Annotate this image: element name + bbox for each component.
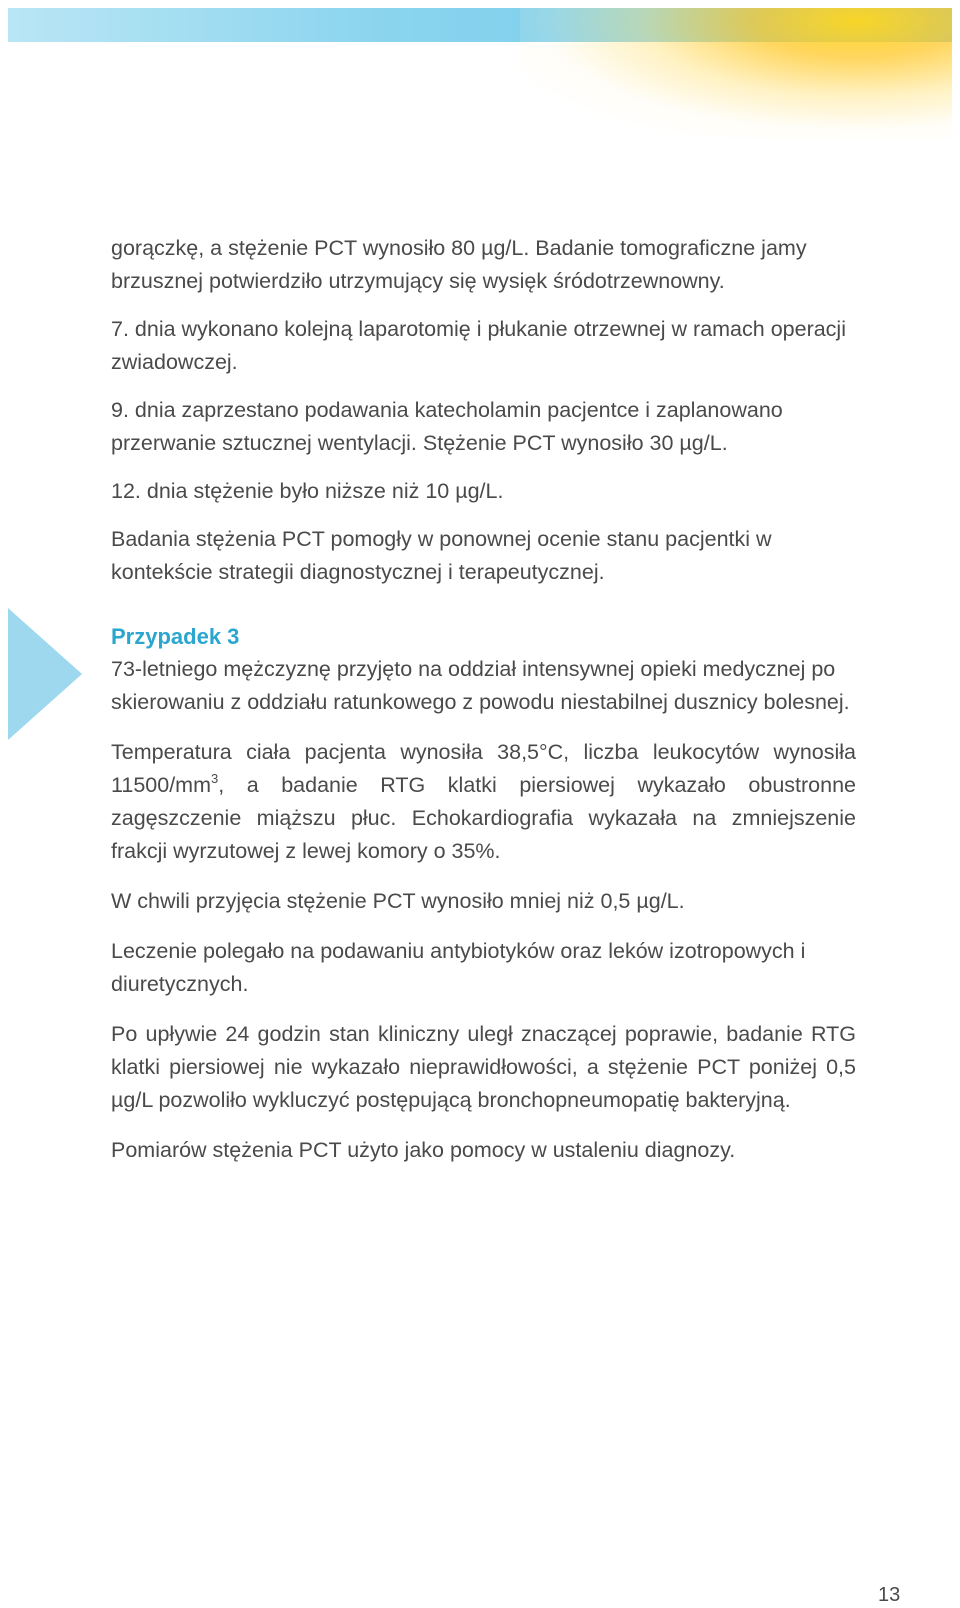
section-arrow-icon	[8, 608, 82, 740]
paragraph: gorączkę, a stężenie PCT wynosiło 80 µg/L. Badanie tomograficzne jamy brzusznej potwierdziło utrzymujący się wysięk śródotrzewnowny.	[111, 236, 807, 293]
paragraph: 7. dnia wykonano kolejną laparotomię i płukanie otrzewnej w ramach operacji zwiadowczej.	[111, 317, 846, 374]
header-band	[8, 8, 952, 42]
findings-text-1: Temperatura ciała pacjenta wynosiła 38,5°C, liczba leukocytów wynosiła 11500/mm	[111, 740, 856, 797]
paragraph: Badania stężenia PCT pomogły w ponownej ocenie stanu pacjentki w kontekście strategii diagnostycznej i terapeutycznej.	[111, 527, 772, 584]
case-admission: W chwili przyjęcia stężenie PCT wynosiło mniej niż 0,5 µg/L.	[111, 889, 685, 913]
case-treatment: Leczenie polegało na podawaniu antybiotyków oraz leków izotropowych i diuretycznych.	[111, 939, 806, 996]
case-heading: Przypadek 3	[111, 624, 240, 649]
page-content	[111, 232, 856, 1184]
case-intro: 73-letniego mężczyznę przyjęto na oddział intensywnej opieki medycznej po skierowaniu z oddziału ratunkowego z powodu niestabilnej dusznicy bolesnej.	[111, 657, 850, 714]
findings-text-2: , a badanie RTG klatki piersiowej wykazało obustronne zagęszczenie miąższu płuc. Echokardiografia wykazała na zmniejszenie frakcji wyrzutowej z lewej komory o 35%.	[111, 773, 856, 863]
case-outcome: Po upływie 24 godzin stan kliniczny uległ znaczącej poprawie, badanie RTG klatki piersiowej nie wykazało nieprawidłowości, a stężenie PCT poniżej 0,5 µg/L pozwoliło wykluczyć postępującą bronchopneumopatię bakteryjną.	[111, 1022, 856, 1112]
paragraph: 12. dnia stężenie było niższe niż 10 µg/L.	[111, 479, 504, 503]
superscript: 3	[210, 771, 219, 786]
case-conclusion: Pomiarów stężenia PCT użyto jako pomocy w ustaleniu diagnozy.	[111, 1138, 736, 1162]
page-number: 13	[878, 1584, 901, 1606]
case-findings	[111, 736, 856, 868]
paragraph: 9. dnia zaprzestano podawania katecholamin pacjentce i zaplanowano przerwanie sztucznej wentylacji. Stężenie PCT wynosiło 30 µg/L.	[111, 398, 783, 455]
